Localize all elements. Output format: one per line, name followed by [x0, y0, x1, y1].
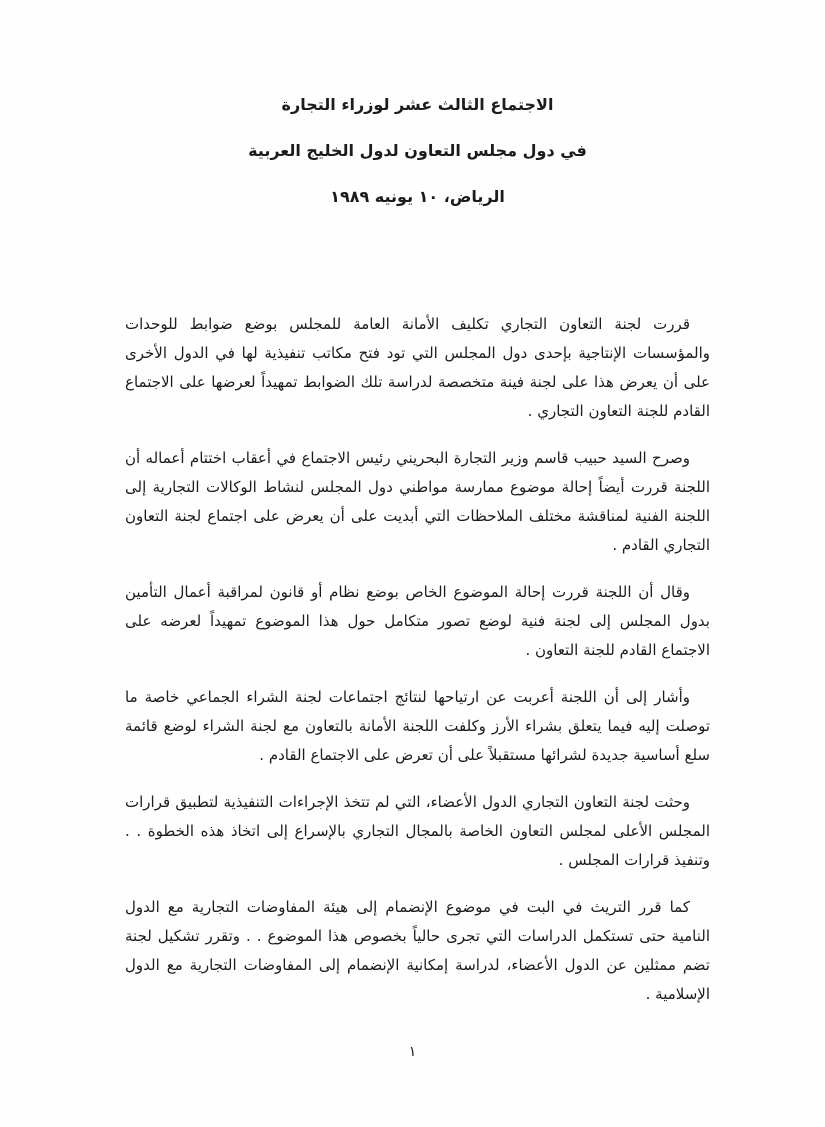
title-line-meeting: الاجتماع الثالث عشر لوزراء التجارة [281, 95, 554, 114]
paragraph-1: قررت لجنة التعاون التجاري تكليف الأمانة العامة للمجلس بوضع ضوابط للوحدات والمؤسسات الإنتاجية بإحدى دول المجلس التي تود فتح مكاتب تنفيذية لها في الدول الأخرى على أن يعرض هذا على لجنة فينة متخصصة لدراسة تلك الضوابط تمهيداً لعرضها على الاجتماع القادم للجنة التعاون التجاري . [125, 315, 710, 420]
page-number: ١ [408, 1044, 417, 1060]
paragraph-4: وأشار إلى أن اللجنة أعربت عن ارتياحها لنتائج اجتماعات لجنة الشراء الجماعي خاصة ما توصلت إليه فيما يتعلق بشراء الأرز وكلفت اللجنة الأمانة بالتعاون مع لجنة الشراء لوضع قائمة سلع أساسية جديدة لشرائها مستقبلاً على أن تعرض على الاجتماع القادم . [125, 688, 710, 764]
paragraph-6: كما قرر التريث في البت في موضوع الإنضمام إلى هيئة المفاوضات التجارية مع الدول النامية حتى تستكمل الدراسات التي تجرى حالياً بخصوص هذا الموضوع . . وتقرر تشكيل لجنة تضم ممثلين عن الدول الأعضاء، لدراسة إمكانية الإنضمام إلى المفاوضات التجارية مع الدول الإسلامية . [125, 898, 710, 1003]
document-header [125, 96, 710, 234]
title-line-organization: في دول مجلس التعاون لدول الخليج العربية [248, 141, 587, 160]
paragraph-5: وحثت لجنة التعاون التجاري الدول الأعضاء، التي لم تتخذ الإجراءات التنفيذية لتطبيق قرارات المجلس الأعلى لمجلس التعاون الخاصة بالمجال التجاري بالإسراع إلى اتخاذ هذه الخطوة . . وتنفيذ قرارات المجلس . [125, 793, 710, 869]
paragraph-2: وصرح السيد حبيب قاسم وزير التجارة البحريني رئيس الاجتماع في أعقاب اختتام أعماله أن اللجنة قررت أيضاً إحالة موضوع ممارسة مواطني دول المجلس لنشاط الوكالات التجارية إلى اللجنة الفنية لمناقشة مختلف الملاحظات التي أبديت على أن يعرض على اجتماع لجنة التعاون التجاري القادم . [125, 449, 710, 554]
title-line-place-date: الرياض، ١٠ يونيه ١٩٨٩ [330, 187, 505, 206]
document-body [125, 310, 710, 1027]
paragraph-3: وقال أن اللجنة قررت إحالة الموضوع الخاص بوضع نظام أو قانون لمراقبة أعمال التأمين بدول المجلس إلى لجنة فنية لوضع تصور متكامل حول هذا الموضوع تمهيداً لعرضه على الاجتماع القادم للجنة التعاون . [125, 583, 710, 659]
